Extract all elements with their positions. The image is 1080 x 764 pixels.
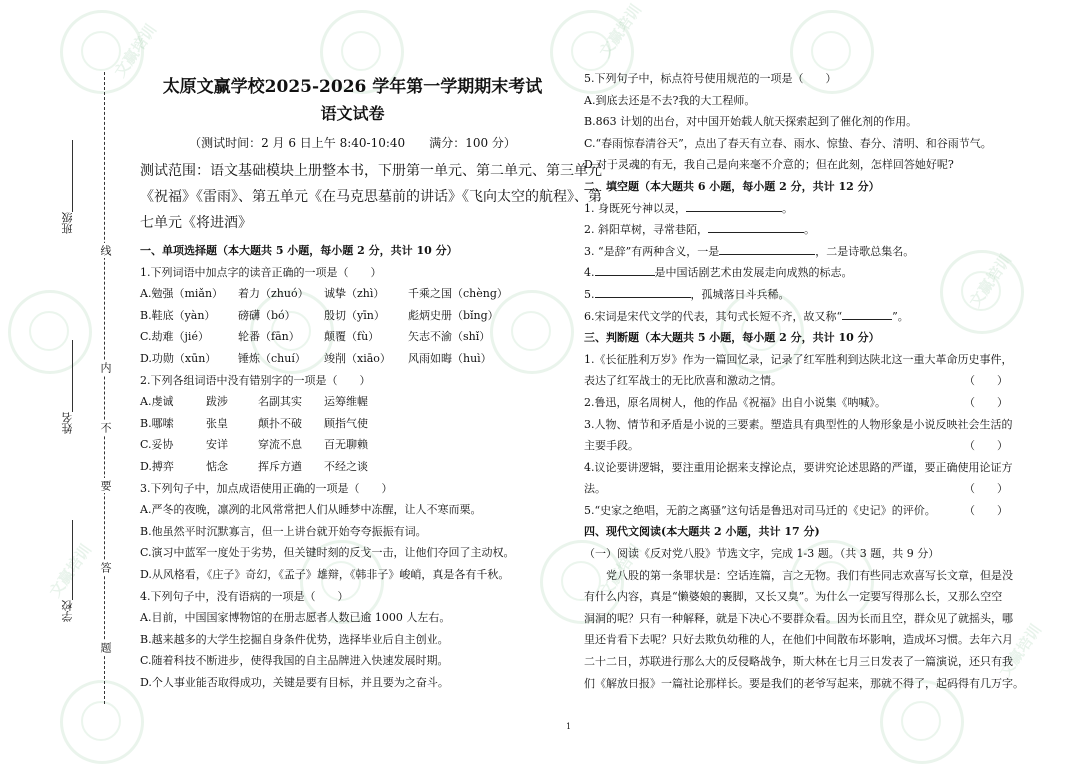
fold-char: 答 — [99, 562, 112, 573]
fill-text: 4. — [584, 266, 595, 280]
judge-item-line: 4.议论要讲逻辑，要注重用论据来支撑论点，要讲究论述思路的严谨，要正确使用论证方 — [584, 460, 1013, 474]
judge-answer-box[interactable]: （ ） — [964, 395, 1008, 409]
option-row — [140, 305, 565, 327]
fill-question — [584, 306, 1014, 328]
fold-char: 内 — [99, 362, 112, 373]
option: A.虔诚 — [140, 395, 174, 409]
scope-line: 测试范围：语文基础模块上册整本书，下册第一单元、第二单元、第三单元 — [140, 163, 602, 179]
fill-text: 是中国话剧艺术由发展走向成熟的标志。 — [654, 266, 853, 280]
option: 挥斥方遒 — [258, 459, 302, 473]
page-number: 1 — [566, 722, 572, 731]
passage-line: 有什么内容，真是“懒婆娘的裹脚，又长又臭”。为什么一定要写得那么长，又那么空空 — [584, 590, 1003, 604]
fill-text: ”。 — [892, 309, 909, 323]
judge-item-line: 3.人物、情节和矛盾是小说的三要素。塑造具有典型性的人物形象是小说反映社会生活的 — [584, 417, 1013, 431]
answer-blank[interactable] — [595, 263, 655, 276]
option: 名副其实 — [258, 395, 302, 409]
section-heading: 三、判断题（本大题共 5 小题，每小题 2 分，共计 10 分） — [584, 331, 880, 345]
fill-text: 5. — [584, 287, 595, 301]
option: 千乘之国（chèng） — [408, 287, 508, 301]
option: A.严冬的夜晚，凛冽的北风常常把人们从睡梦中冻醒，让人不寒而栗。 — [140, 503, 482, 517]
option: 殷切（yīn） — [324, 308, 385, 322]
section-heading: 二、填空题（本大题共 6 小题，每小题 2 分，共计 12 分） — [584, 179, 880, 193]
fill-text: ，孤城落日斗兵稀。 — [690, 287, 790, 301]
judge-answer-box[interactable]: （ ） — [964, 439, 1008, 453]
exam-subtitle: 语文试卷 — [320, 104, 385, 123]
watermark-text: 文赢培训 — [995, 621, 1046, 681]
fold-char: 要 — [99, 480, 112, 491]
judge-item-line — [584, 435, 1014, 457]
class-blank-line — [72, 140, 73, 212]
option: 竣削（xiāo） — [324, 351, 391, 365]
option-row — [140, 434, 565, 456]
option: 顾指气使 — [324, 416, 368, 430]
option: B.越来越多的大学生挖掘自身条件优势，选择毕业后自主创业。 — [140, 632, 449, 646]
watermark-text: 文赢培训 — [110, 21, 161, 81]
option-row — [140, 391, 565, 413]
answer-blank[interactable] — [708, 220, 804, 233]
option: 矢志不渝（shǐ） — [408, 330, 491, 344]
answer-blank[interactable] — [595, 285, 691, 298]
passage-line: 二十二日，苏联进行那么大的反侵略战争，斯大林在七月三日发表了一篇演说，还只有我 — [584, 655, 1013, 669]
name-blank-line — [72, 340, 73, 412]
option: 跋涉 — [206, 395, 228, 409]
question-stem: 4.下列句子中，没有语病的一项是（ ） — [140, 589, 349, 603]
fill-text: 1. 身既死兮神以灵， — [584, 201, 686, 215]
watermark-text: 文赢培训 — [965, 251, 1016, 311]
option: 磅礴（bó） — [238, 308, 296, 322]
fill-text: 3. “是辞”有两种含义，一是 — [584, 244, 720, 258]
judge-text: 主要手段。 — [584, 439, 639, 453]
question-stem: 3.下列句子中，加点成语使用正确的一项是（ ） — [140, 481, 393, 495]
fill-question — [584, 198, 1014, 220]
option: D.搏弈 — [140, 459, 174, 473]
fold-char: 线 — [99, 245, 112, 256]
question-stem: 5.下列句子中，标点符号使用规范的一项是（ ） — [584, 72, 837, 85]
option: D.从风格看，《庄子》奇幻，《孟子》雄辩，《韩非子》峻峭，真是各有千秋。 — [140, 567, 510, 581]
section-heading: 一、单项选择题（本大题共 5 小题，每小题 2 分，共计 10 分） — [140, 244, 458, 257]
option: 张皇 — [206, 416, 228, 430]
name-label: 姓名 — [61, 412, 74, 434]
option: 锤炼（chuí） — [238, 351, 306, 365]
scope-line: 七单元《将进酒》 — [140, 215, 252, 231]
fill-question — [584, 241, 1014, 263]
option: C.妥协 — [140, 438, 174, 452]
option: C.“春雨惊春清谷天”，点出了春天有立春、雨水、惊蛰、春分、清明、和谷雨节气。 — [584, 136, 992, 150]
passage-line: 们《解放日报》一篇社论那样长。要是我们的老爷写起来，那就不得了，起码得有几万字。 — [584, 676, 1024, 690]
time-info: （测试时间：2 月 6 日上午 8:40-10:40 满分：100 分） — [189, 136, 516, 150]
left-column — [140, 68, 602, 693]
fill-text: 。 — [782, 201, 793, 215]
fill-question — [584, 219, 1014, 241]
answer-blank[interactable] — [719, 242, 815, 255]
option: C.劫难（jié） — [140, 330, 209, 344]
section-heading: 四、现代文阅读(本大题共 2 小题，共计 17 分) — [584, 525, 820, 539]
fill-text: 6.宋词是宋代文学的代表，其句式长短不齐，故又称“ — [584, 309, 843, 323]
option-row — [140, 456, 565, 478]
option-row — [140, 283, 565, 305]
option-row — [140, 348, 565, 370]
judge-text: 5.“史家之绝唱，无韵之离骚”这句话是鲁迅对司马迁的《史记》的评价。 — [584, 503, 936, 517]
judge-answer-box[interactable]: （ ） — [964, 503, 1008, 517]
question-stem: 1.下列词语中加点字的读音正确的一项是（ ） — [140, 265, 382, 279]
option: D.个人事业能否取得成功，关键是要有目标，并且要为之奋斗。 — [140, 675, 449, 689]
option: 颠覆（fù） — [324, 330, 380, 344]
passage-line: 洞洞的呢？只有一种解释，就是下决心不要群众看。因为长而且空，群众见了就摇头，哪 — [584, 611, 1013, 625]
binding-margin — [0, 0, 125, 762]
option: 运筹维幄 — [324, 395, 368, 409]
option: 颠扑不破 — [258, 416, 302, 430]
fill-question — [584, 284, 1014, 306]
watermark-text: 文赢培训 — [45, 541, 96, 601]
option: B.哪嗦 — [140, 416, 174, 430]
option: 不经之谈 — [324, 459, 368, 473]
fold-char: 不 — [99, 422, 112, 433]
option: 诚挚（zhì） — [324, 287, 385, 301]
school-label: 学校 — [61, 600, 74, 622]
passage-line: 里还肯看下去呢？只好去欺负幼稚的人，在他们中间散布坏影响，造成坏习惯。去年六月 — [584, 633, 1013, 647]
school-blank-line — [72, 520, 73, 600]
judge-item-line — [584, 500, 1014, 522]
option: B.863 计划的出台，对中国开始载人航天探索起到了催化剂的作用。 — [584, 115, 918, 129]
option: C.演习中蓝军一度处于劣势，但关键时刻的反戈一击，让他们夺回了主动权。 — [140, 546, 515, 560]
fill-text: 2. 斜阳草树，寻常巷陌， — [584, 223, 708, 237]
passage-line: 党八股的第一条罪状是：空话连篇，言之无物。我们有些同志欢喜写长文章，但是没 — [606, 568, 1013, 582]
option: B.他虽然平时沉默寡言，但一上讲台就开始夸夸振振有词。 — [140, 524, 427, 538]
watermark-text: 文赢培训 — [595, 541, 646, 601]
option: D.对于灵魂的有无，我自己是向来毫不介意的；但在此刻，怎样回答她好呢? — [584, 158, 954, 172]
option: 惦念 — [206, 459, 228, 473]
judge-item-line — [584, 370, 1014, 392]
option: 安详 — [206, 438, 228, 452]
scope-line: 《祝福》《雷雨》、第五单元《在马克思墓前的讲话》《飞向太空的航程》、第 — [140, 189, 602, 205]
option-row — [140, 326, 565, 348]
judge-answer-box[interactable]: （ ） — [964, 374, 1008, 388]
answer-blank[interactable] — [842, 307, 892, 320]
judge-item-line: 1.《长征胜利万岁》作为一篇回忆录，记录了红军胜利到达陕北这一重大革命历史事件， — [584, 352, 1013, 366]
judge-text: 表达了红军战士的无比欣喜和激动之情。 — [584, 374, 782, 388]
option: A.勉强（miǎn） — [140, 287, 224, 301]
option: 百无聊赖 — [324, 438, 368, 452]
answer-blank[interactable] — [686, 199, 782, 212]
option: 轮番（fān） — [238, 330, 300, 344]
option: 风雨如晦（huì） — [408, 351, 492, 365]
fold-char: 题 — [99, 642, 112, 653]
judge-item-line — [584, 478, 1014, 500]
option: B.鞋底（yàn） — [140, 308, 216, 322]
judge-text: 法。 — [584, 482, 606, 496]
exam-title: 太原文赢学校2025-2026 学年第一学期期末考试 — [162, 77, 543, 97]
option: 着力（zhuó） — [238, 287, 309, 301]
judge-text: 2.鲁迅，原名周树人，他的作品《祝福》出自小说集《呐喊》。 — [584, 395, 886, 409]
question-stem: 2.下列各组词语中没有错别字的一项是（ ） — [140, 373, 371, 387]
option: 彪炳史册（bǐng） — [408, 308, 499, 322]
judge-answer-box[interactable]: （ ） — [964, 482, 1008, 496]
fold-line — [104, 72, 105, 704]
watermark-text: 文赢培训 — [595, 1, 646, 61]
fill-question — [584, 262, 1014, 284]
fill-text: ，二是诗歌总集名。 — [815, 244, 915, 258]
option: A.到底去还是不去?我的大工程师。 — [584, 93, 756, 107]
option-row — [140, 413, 565, 435]
option: 穿流不息 — [258, 438, 302, 452]
reading-subheading: （一）阅读《反对党八股》节选文字，完成 1-3 题。（共 3 题，共 9 分） — [584, 547, 940, 561]
judge-item-line — [584, 392, 1014, 414]
fill-text: 。 — [804, 223, 815, 237]
option: A.目前，中国国家博物馆的在册志愿者人数已逾 1000 人左右。 — [140, 611, 451, 625]
option: D.功勋（xūn） — [140, 351, 217, 365]
option: C.随着科技不断进步，使得我国的自主品牌进入快速发展时期。 — [140, 654, 449, 668]
class-label: 班级 — [61, 212, 74, 234]
